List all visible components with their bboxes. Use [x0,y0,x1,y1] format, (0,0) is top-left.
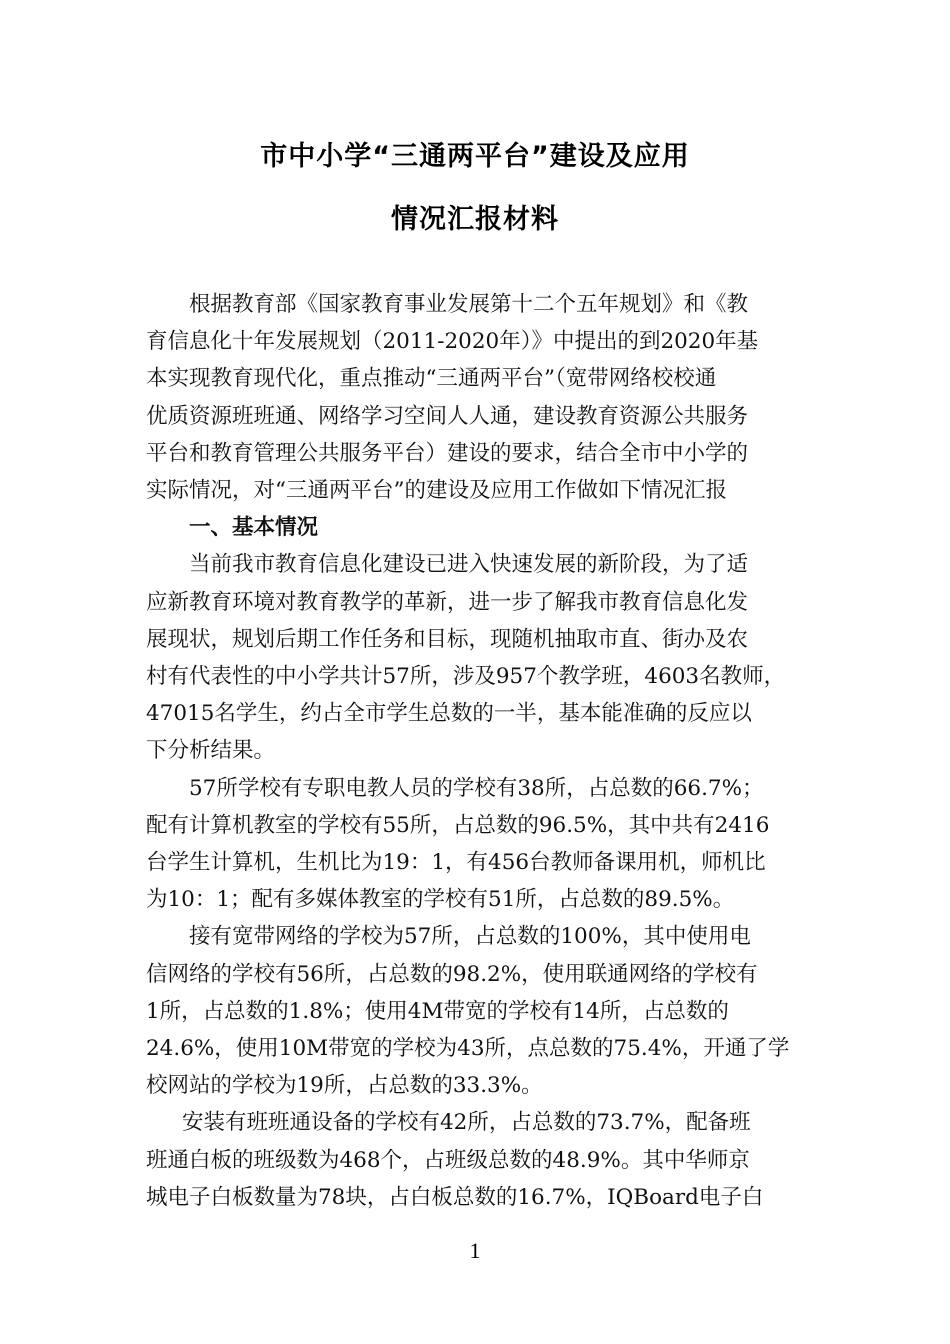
paragraph-line: 接有宽带网络的学校为57所，占总数的100%，其中使用电 [189,924,751,950]
paragraph-line: 展现状，规划后期工作任务和目标，现随机抽取市直、街办及农 [146,626,749,652]
paragraph-line: 安装有班班通设备的学校有42所，占总数的73.7%，配备班 [182,1110,751,1136]
paragraph-line: 城电子白板数量为78块，占白板总数的16.7%，IQBoard电子白 [146,1184,764,1210]
paragraph-line: 24.6%，使用10M带宽的学校为43所，点总数的75.4%，开通了学 [146,1036,790,1062]
paragraph-line: 根据教育部《国家教育事业发展第十二个五年规划》和《教 [189,292,749,317]
paragraph-line: 应新教育环境对教育教学的革新，进一步了解我市教育信息化发 [146,589,749,615]
document-title-line2: 情况汇报材料 [391,204,559,235]
paragraph-intro [146,286,814,509]
paragraph-line: 47015名学生，约占全市学生总数的一半，基本能准确的反应以 [146,701,752,727]
paragraph-line: 下分析结果。 [146,738,276,764]
paragraph-line: 校网站的学校为19所，占总数的33.3%。 [146,1073,543,1099]
paragraph-line: 1所，占总数的1.8%；使用4M带宽的学校有14所，占总数的 [146,998,729,1024]
paragraph-line: 配有计算机教室的学校有55所，占总数的96.5%，其中共有2416 [146,812,770,838]
document-body [146,286,814,1216]
paragraph-status [146,546,814,769]
paragraph-line: 育信息化十年发展规划（2011-2020年）》中提出的到2020年基 [146,329,759,355]
paragraph-line: 台学生计算机，生机比为19：1，有456台教师备课用机，师机比 [146,850,766,876]
paragraph-line: 当前我市教育信息化建设已进入快速发展的新阶段，为了适 [189,552,749,578]
paragraph-line: 信网络的学校有56所，占总数的98.2%，使用联通网络的学校有 [146,961,758,987]
paragraph-line: 实际情况，对“三通两平台”的建设及应用工作做如下情况汇报 [146,478,727,504]
paragraph-line: 村有代表性的中小学共计57所，涉及957个教学班，4603名教师， [146,664,786,690]
paragraph-line: 本实现教育现代化，重点推动“三通两平台”（宽带网络校校通 [146,366,717,392]
page-number: 1 [469,1238,481,1263]
paragraph-line: 平台和教育管理公共服务平台）建设的要求，结合全市中小学的 [146,440,749,466]
paragraph-staff-computers [146,770,814,919]
document-title-line1: 市中小学“三通两平台”建设及应用 [260,141,690,172]
paragraph-whiteboards [146,1104,814,1216]
section-heading-basic: 一、基本情况 [189,515,319,541]
paragraph-line: 优质资源班班通、网络学习空间人人通，建设教育资源公共服务 [146,403,749,429]
paragraph-line: 班通白板的班级数为468个，占班级总数的48.9%。其中华师京 [146,1147,750,1173]
paragraph-broadband [146,918,814,1104]
paragraph-line: 为10：1；配有多媒体教室的学校有51所，占总数的89.5%。 [146,887,735,913]
paragraph-line: 57所学校有专职电教人员的学校有38所，占总数的66.7%； [189,775,764,801]
